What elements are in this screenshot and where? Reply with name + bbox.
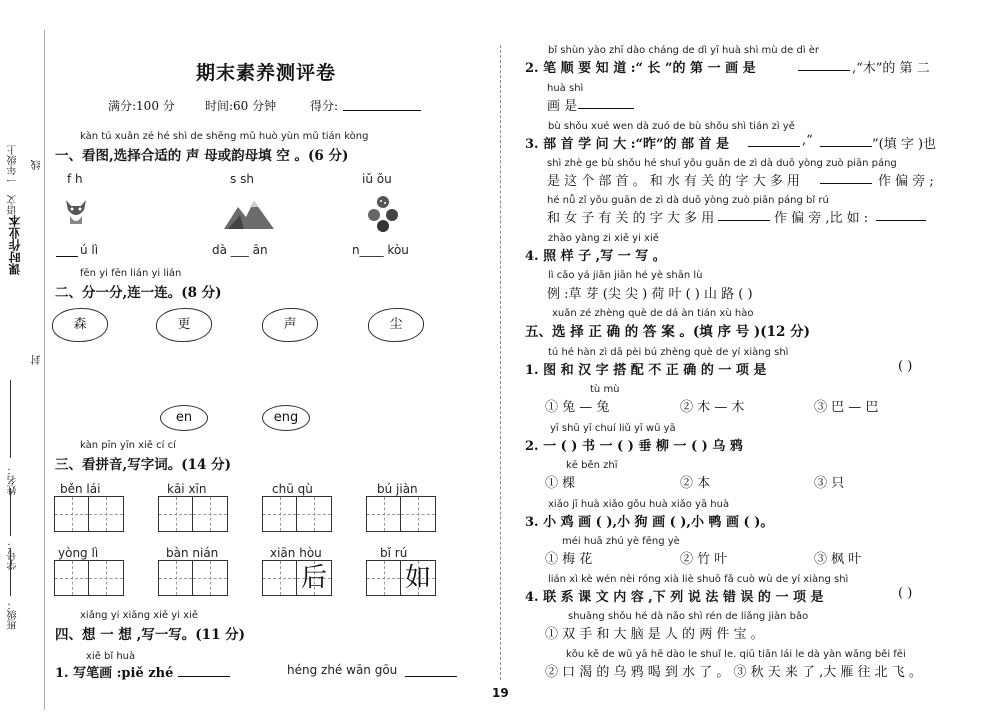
buttons-icon xyxy=(366,195,400,233)
full-score: 满分:100 分 xyxy=(108,99,175,113)
s5-q4-opt-23[interactable]: ② 口 渴 的 乌 鸦 喝 到 水 了 。 ③ 秋 天 来 了 ,大 雁 往 北 飞 。 xyxy=(545,665,922,680)
side-number: 学号： xyxy=(8,540,19,570)
s5-q1-opt-1[interactable]: ① 兔 — 兔 xyxy=(545,400,610,415)
s5-q3-opt-3[interactable]: ③ 枫 叶 xyxy=(814,552,862,567)
q3d-text: 是 这 个 部 首 。 和 水 有 关 的 字 大 多 用 xyxy=(547,174,800,189)
score-blank[interactable] xyxy=(343,110,421,111)
class-line xyxy=(10,548,11,596)
s1-blank-1[interactable] xyxy=(56,256,78,257)
s5-q1-pinyin: tú hé hàn zì dā pèi bú zhèng què de yí xiàng shì xyxy=(548,347,789,358)
binding-line xyxy=(44,30,45,710)
s2-title: 二、分一分,连一连。(8 分) xyxy=(55,285,222,301)
fox-icon xyxy=(62,196,90,226)
q3f-text: 和 女 子 有 关 的 字 大 多 用 xyxy=(547,211,715,226)
s5-pinyin: xuǎn zé zhèng què de dá àn tián xù hào xyxy=(552,308,754,319)
q4ex-text: 例 :草 芽 (尖 尖 ) 荷 叶 ( ) 山 路 ( ) xyxy=(547,287,753,302)
s5-q1: 1. 图 和 汉 字 搭 配 不 正 确 的 一 项 是 xyxy=(525,363,767,378)
q3e-text: 作 偏 旁 ; xyxy=(878,174,934,189)
s3-pinyin: kàn pīn yīn xiě cí cí xyxy=(80,440,176,451)
side-seal-mark: 封 xyxy=(32,355,43,365)
s5-q1o-pinyin: tù mù xyxy=(590,384,620,395)
oval-eng[interactable]: eng xyxy=(262,405,310,431)
s3-py-6: bàn nián xyxy=(166,546,219,560)
q4-pinyin: zhào yàng zi xiě yi xiě xyxy=(548,233,659,244)
grid-chuqu[interactable] xyxy=(262,496,332,532)
grid-benlai[interactable] xyxy=(54,496,124,532)
s1-answer-1: ú lì xyxy=(80,243,99,257)
q3-blank-3[interactable] xyxy=(820,183,872,184)
name-line xyxy=(10,380,11,458)
cloud-chen[interactable]: 尘 xyxy=(368,308,424,342)
side-book: 课时作业本 xyxy=(8,215,22,275)
q3-blank-1[interactable] xyxy=(748,146,800,147)
side-grade: 一年级上 xyxy=(8,145,19,185)
s5-q3o-pinyin: méi huā zhú yè fēng yè xyxy=(562,536,680,547)
s4-q1: 1. 写笔画 :piě zhé xyxy=(55,666,174,681)
s5-q1-opt-2[interactable]: ② 木 — 木 xyxy=(680,400,745,415)
grid-yongli[interactable] xyxy=(54,560,124,596)
s3-title: 三、看拼音,写字词。(14 分) xyxy=(55,457,231,473)
q3-text-b: ,“ xyxy=(802,133,813,148)
grid-bannian[interactable] xyxy=(158,560,228,596)
side-line-mark: 线 xyxy=(32,160,43,170)
q3d-pinyin: shì zhè ge bù shǒu hé shuǐ yǒu guān de zì dà duō yòng zuò piān páng xyxy=(547,158,897,169)
s5-q3-opt-1[interactable]: ① 梅 花 xyxy=(545,552,593,567)
center-divider xyxy=(500,45,501,680)
s5-q1-paren[interactable]: ( ) xyxy=(898,359,913,374)
q3-text: 3. 部 首 学 问 大 :“昨”的 部 首 是 xyxy=(525,137,730,152)
q2-blank-2[interactable] xyxy=(578,108,634,109)
s4-title: 四、想 一 想 ,写一写。(11 分) xyxy=(55,627,246,643)
q2-text: 2. 笔 顺 要 知 道 :“ 长 ”的 第 一 画 是 xyxy=(525,61,756,76)
grid-kaixin[interactable] xyxy=(158,496,228,532)
grid-biru[interactable] xyxy=(366,560,436,596)
s5-q3-pinyin: xiǎo jī huà xiǎo gǒu huà xiǎo yā huà xyxy=(548,499,730,510)
cloud-geng[interactable]: 更 xyxy=(156,308,212,342)
s1-pinyin: kàn tú xuǎn zé hé shì de shēng mǔ huò yùn mǔ tián kòng xyxy=(80,131,369,142)
number-line xyxy=(10,488,11,536)
q3-blank-5[interactable] xyxy=(876,220,926,221)
side-class: 班级： xyxy=(8,600,19,630)
q3g-text: 作 偏 旁 ,比 如 : xyxy=(774,211,869,226)
s1-opt-2: s sh xyxy=(230,172,254,186)
q3f-pinyin: hé nǚ zǐ yǒu guān de zì dà duō yòng zuò piān páng bǐ rú xyxy=(547,195,829,206)
s1-opt-3: iǔ ǒu xyxy=(362,172,392,186)
q4ex-pinyin: lì cǎo yá jiān jiān hé yè shān lù xyxy=(548,270,703,281)
q3-blank-2[interactable] xyxy=(820,146,872,147)
s4-q1-blank-1[interactable] xyxy=(178,676,230,677)
q4-text: 4. 照 样 子 ,写 一 写 。 xyxy=(525,249,666,264)
score-label: 得分: xyxy=(310,99,339,113)
s5-q2: 2. 一 ( ) 书 一 ( ) 垂 柳 一 ( ) 乌 鸦 xyxy=(525,439,743,454)
s5-title: 五、选 择 正 确 的 答 案 。(填 序 号 )(12 分) xyxy=(525,324,811,340)
time-limit: 时间:60 分钟 xyxy=(205,99,277,113)
side-name: 姓名： xyxy=(8,465,19,495)
q2c-text: 画 是 xyxy=(547,99,578,114)
q3-pinyin: bù shǒu xué wen dà zuó de bù shǒu shì tián zì yě xyxy=(548,121,795,132)
q2c-pinyin: huà shì xyxy=(547,83,584,94)
s3-py-1: běn lái xyxy=(60,482,101,496)
s5-q4-paren[interactable]: ( ) xyxy=(898,586,913,601)
char-ru: 如 xyxy=(404,563,431,593)
q2-text-b: ,“木”的 第 二 xyxy=(852,61,930,76)
q2-blank-1[interactable] xyxy=(798,70,850,71)
s5-q4-pinyin: lián xì kè wén nèi róng xià liè shuō fǎ cuò wù de yí xiàng shì xyxy=(548,574,849,585)
q2-pinyin: bǐ shùn yào zhī dào cháng de dì yī huà shì mù de dì èr xyxy=(548,45,820,56)
s5-q1-opt-3[interactable]: ③ 巴 — 巴 xyxy=(814,400,879,415)
mountain-icon xyxy=(222,197,276,231)
s1-answer-3: n____ kòu xyxy=(352,243,409,257)
s1-answer-2: dà ___ ān xyxy=(212,243,268,257)
s3-py-3: chū qù xyxy=(272,482,313,496)
s5-q3: 3. 小 鸡 画 ( ),小 狗 画 ( ),小 鸭 画 ( )。 xyxy=(525,515,774,530)
q3-blank-4[interactable] xyxy=(718,220,770,221)
s5-q4a-pinyin: shuāng shǒu hé dà nǎo shì rén de liǎng jiàn bǎo xyxy=(568,611,809,622)
q3-text-c: ”(填 字 )也 xyxy=(872,137,937,152)
char-hou: 后 xyxy=(300,563,327,593)
grid-bujian[interactable] xyxy=(366,496,436,532)
s5-q3-opt-2[interactable]: ② 竹 叶 xyxy=(680,552,728,567)
oval-en[interactable]: en xyxy=(160,405,208,431)
s4-q1-b: héng zhé wān gōu xyxy=(287,663,398,677)
s5-q4b-pinyin: kǒu kě de wū yā hē dào le shuǐ le. qiū tiān lái le dà yàn wǎng běi fēi xyxy=(566,649,906,660)
s3-py-8: bǐ rú xyxy=(380,546,408,560)
side-subject: 语文 xyxy=(8,195,19,215)
s3-py-4: bú jiàn xyxy=(377,482,418,496)
grid-xianhou[interactable] xyxy=(262,560,332,596)
s2-pinyin: fēn yi fēn lián yi lián xyxy=(80,268,182,279)
page-title: 期末素养测评卷 xyxy=(196,62,337,84)
s5-q4: 4. 联 系 课 文 内 容 ,下 列 说 法 错 误 的 一 项 是 xyxy=(525,590,824,605)
s5-q2-opt-1[interactable]: ① 棵 xyxy=(545,476,576,491)
s5-q2-opt-3[interactable]: ③ 只 xyxy=(814,476,845,491)
cloud-sen[interactable]: 森 xyxy=(52,308,108,342)
s4-q1-pinyin: xiě bǐ huà xyxy=(86,651,136,662)
s3-py-5: yòng lì xyxy=(58,546,99,560)
s1-opt-1: f h xyxy=(67,172,83,186)
s5-q2-opt-2[interactable]: ② 本 xyxy=(680,476,711,491)
s5-q2o-pinyin: kē běn zhī xyxy=(566,460,618,471)
page-number: 19 xyxy=(492,686,509,700)
s5-q2-pinyin: yī shū yī chuí liǔ yī wū yā xyxy=(550,423,676,434)
s4-pinyin: xiǎng yi xiǎng xiě yi xiě xyxy=(80,610,199,621)
s1-title: 一、看图,选择合适的 声 母或韵母填 空 。(6 分) xyxy=(55,148,349,164)
s3-py-7: xiān hòu xyxy=(270,546,322,560)
cloud-sheng[interactable]: 声 xyxy=(262,308,318,342)
s4-q1-blank-2[interactable] xyxy=(405,676,457,677)
s3-py-2: kāi xīn xyxy=(167,482,207,496)
s5-q4-opt-1[interactable]: ① 双 手 和 大 脑 是 人 的 两 件 宝 。 xyxy=(545,627,764,642)
